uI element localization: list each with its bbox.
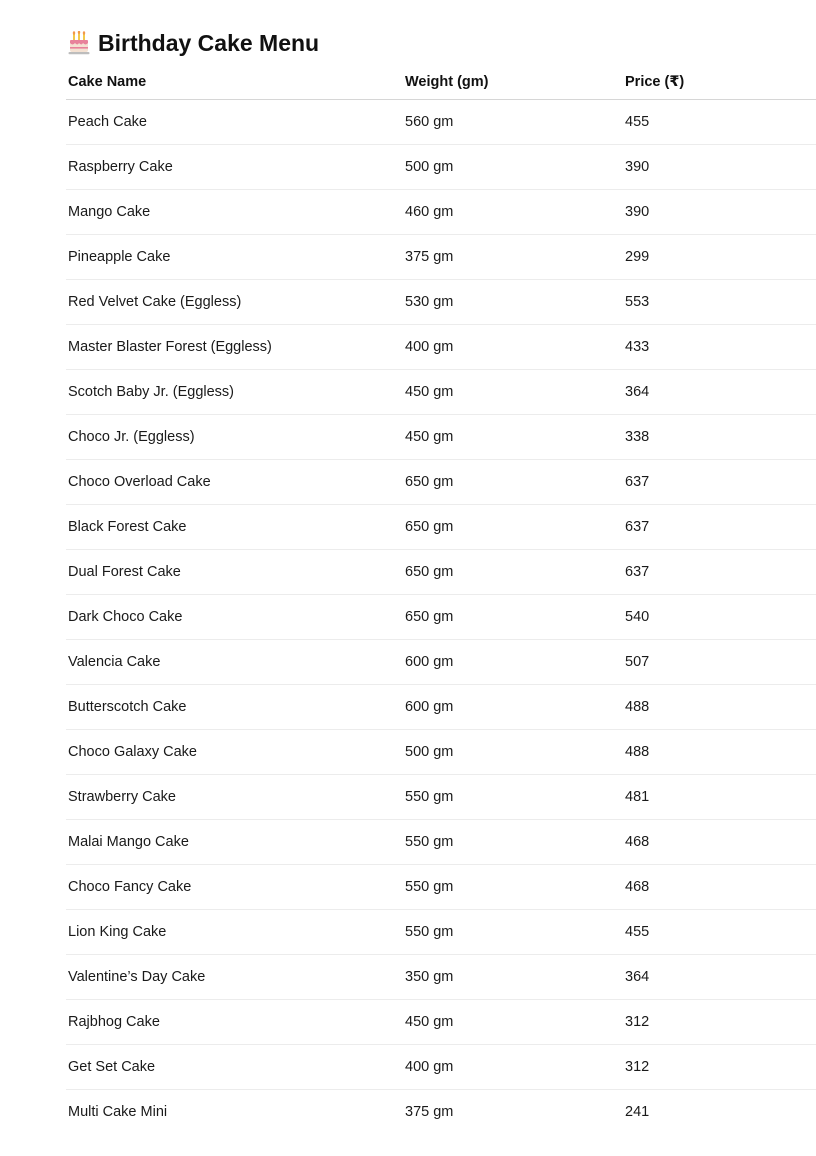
table-row xyxy=(66,775,816,820)
price-cell: 390 xyxy=(623,145,816,190)
table-row xyxy=(66,235,816,280)
cake-name-cell: Black Forest Cake xyxy=(66,505,403,550)
table-row xyxy=(66,955,816,1000)
cake-name-cell: Get Set Cake xyxy=(66,1045,403,1090)
price-cell: 364 xyxy=(623,955,816,1000)
weight-cell: 600 gm xyxy=(403,685,623,730)
cake-name-cell: Dual Forest Cake xyxy=(66,550,403,595)
table-row xyxy=(66,730,816,775)
cake-name-cell: Choco Galaxy Cake xyxy=(66,730,403,775)
cake-name-cell: Red Velvet Cake (Eggless) xyxy=(66,280,403,325)
table-row xyxy=(66,460,816,505)
birthday-cake-icon xyxy=(68,31,90,55)
price-cell: 468 xyxy=(623,865,816,910)
cake-name-cell: Scotch Baby Jr. (Eggless) xyxy=(66,370,403,415)
cake-name-cell: Multi Cake Mini xyxy=(68,1104,168,1120)
table-row xyxy=(66,100,816,145)
weight-cell: 500 gm xyxy=(403,145,623,190)
price-cell: 338 xyxy=(623,415,816,460)
weight-cell: 650 gm xyxy=(403,460,623,505)
page-title xyxy=(68,28,319,58)
price-cell: 241 xyxy=(625,1104,650,1120)
cake-name-cell: Dark Choco Cake xyxy=(66,595,403,640)
price-cell: 468 xyxy=(623,820,816,865)
table-row xyxy=(66,820,816,865)
table-row xyxy=(66,685,816,730)
table-row xyxy=(66,550,816,595)
weight-cell: 375 gm xyxy=(405,1104,454,1120)
price-cell: 507 xyxy=(623,640,816,685)
cake-name-cell: Strawberry Cake xyxy=(66,775,403,820)
weight-cell: 600 gm xyxy=(403,640,623,685)
weight-cell: 550 gm xyxy=(403,775,623,820)
table-row xyxy=(66,910,816,955)
price-cell: 553 xyxy=(623,280,816,325)
weight-cell: 500 gm xyxy=(403,730,623,775)
weight-cell: 400 gm xyxy=(403,1045,623,1090)
price-cell: 390 xyxy=(623,190,816,235)
weight-cell: 650 gm xyxy=(403,505,623,550)
table-row xyxy=(66,1090,816,1135)
weight-cell: 650 gm xyxy=(403,595,623,640)
price-cell: 312 xyxy=(623,1000,816,1045)
table-body xyxy=(66,100,816,1135)
weight-cell: 375 gm xyxy=(403,235,623,280)
weight-cell: 550 gm xyxy=(403,865,623,910)
price-cell: 488 xyxy=(623,685,816,730)
price-cell: 364 xyxy=(623,370,816,415)
cake-name-cell: Raspberry Cake xyxy=(66,145,403,190)
price-cell: 299 xyxy=(623,235,816,280)
weight-cell: 450 gm xyxy=(403,370,623,415)
weight-cell: 450 gm xyxy=(403,415,623,460)
table-row xyxy=(66,280,816,325)
table-row xyxy=(66,145,816,190)
weight-cell: 460 gm xyxy=(403,190,623,235)
cake-name-cell: Peach Cake xyxy=(66,100,403,145)
cake-menu-table xyxy=(66,65,816,1134)
price-cell: 540 xyxy=(623,595,816,640)
weight-cell: 450 gm xyxy=(403,1000,623,1045)
weight-cell: 650 gm xyxy=(403,550,623,595)
cake-name-cell: Rajbhog Cake xyxy=(66,1000,403,1045)
table-row xyxy=(66,370,816,415)
cake-name-cell: Pineapple Cake xyxy=(66,235,403,280)
cake-name-cell: Choco Fancy Cake xyxy=(66,865,403,910)
price-cell: 481 xyxy=(623,775,816,820)
table-row xyxy=(66,325,816,370)
table-header-row xyxy=(66,65,816,100)
page-title-text: Birthday Cake Menu xyxy=(98,29,320,56)
table-row xyxy=(66,1045,816,1090)
price-cell: 312 xyxy=(623,1045,816,1090)
price-cell: 433 xyxy=(623,325,816,370)
cake-name-cell: Valencia Cake xyxy=(66,640,403,685)
cake-name-cell: Master Blaster Forest (Eggless) xyxy=(66,325,403,370)
cake-name-cell: Choco Overload Cake xyxy=(66,460,403,505)
price-cell: 637 xyxy=(623,550,816,595)
price-cell: 637 xyxy=(623,460,816,505)
table-row xyxy=(66,595,816,640)
cake-name-cell: Mango Cake xyxy=(66,190,403,235)
weight-cell: 350 gm xyxy=(403,955,623,1000)
weight-cell: 550 gm xyxy=(403,910,623,955)
cake-name-cell: Choco Jr. (Eggless) xyxy=(66,415,403,460)
table-row xyxy=(66,865,816,910)
weight-cell: 400 gm xyxy=(403,325,623,370)
price-cell: 637 xyxy=(623,505,816,550)
price-cell: 455 xyxy=(623,910,816,955)
cake-name-cell: Malai Mango Cake xyxy=(66,820,403,865)
weight-cell: 550 gm xyxy=(403,820,623,865)
cake-name-cell: Valentine’s Day Cake xyxy=(66,955,403,1000)
cake-name-cell: Lion King Cake xyxy=(66,910,403,955)
cake-name-cell: Butterscotch Cake xyxy=(66,685,403,730)
price-cell: 488 xyxy=(623,730,816,775)
table-row xyxy=(66,640,816,685)
price-cell: 455 xyxy=(623,100,816,145)
table-row xyxy=(66,1000,816,1045)
table-row xyxy=(66,190,816,235)
weight-cell: 560 gm xyxy=(403,100,623,145)
column-header-weight: Weight (gm) xyxy=(403,65,623,100)
table-row xyxy=(66,415,816,460)
column-header-cake-name: Cake Name xyxy=(66,65,403,100)
table-row xyxy=(66,505,816,550)
weight-cell: 530 gm xyxy=(403,280,623,325)
column-header-price: Price (₹) xyxy=(623,65,816,100)
